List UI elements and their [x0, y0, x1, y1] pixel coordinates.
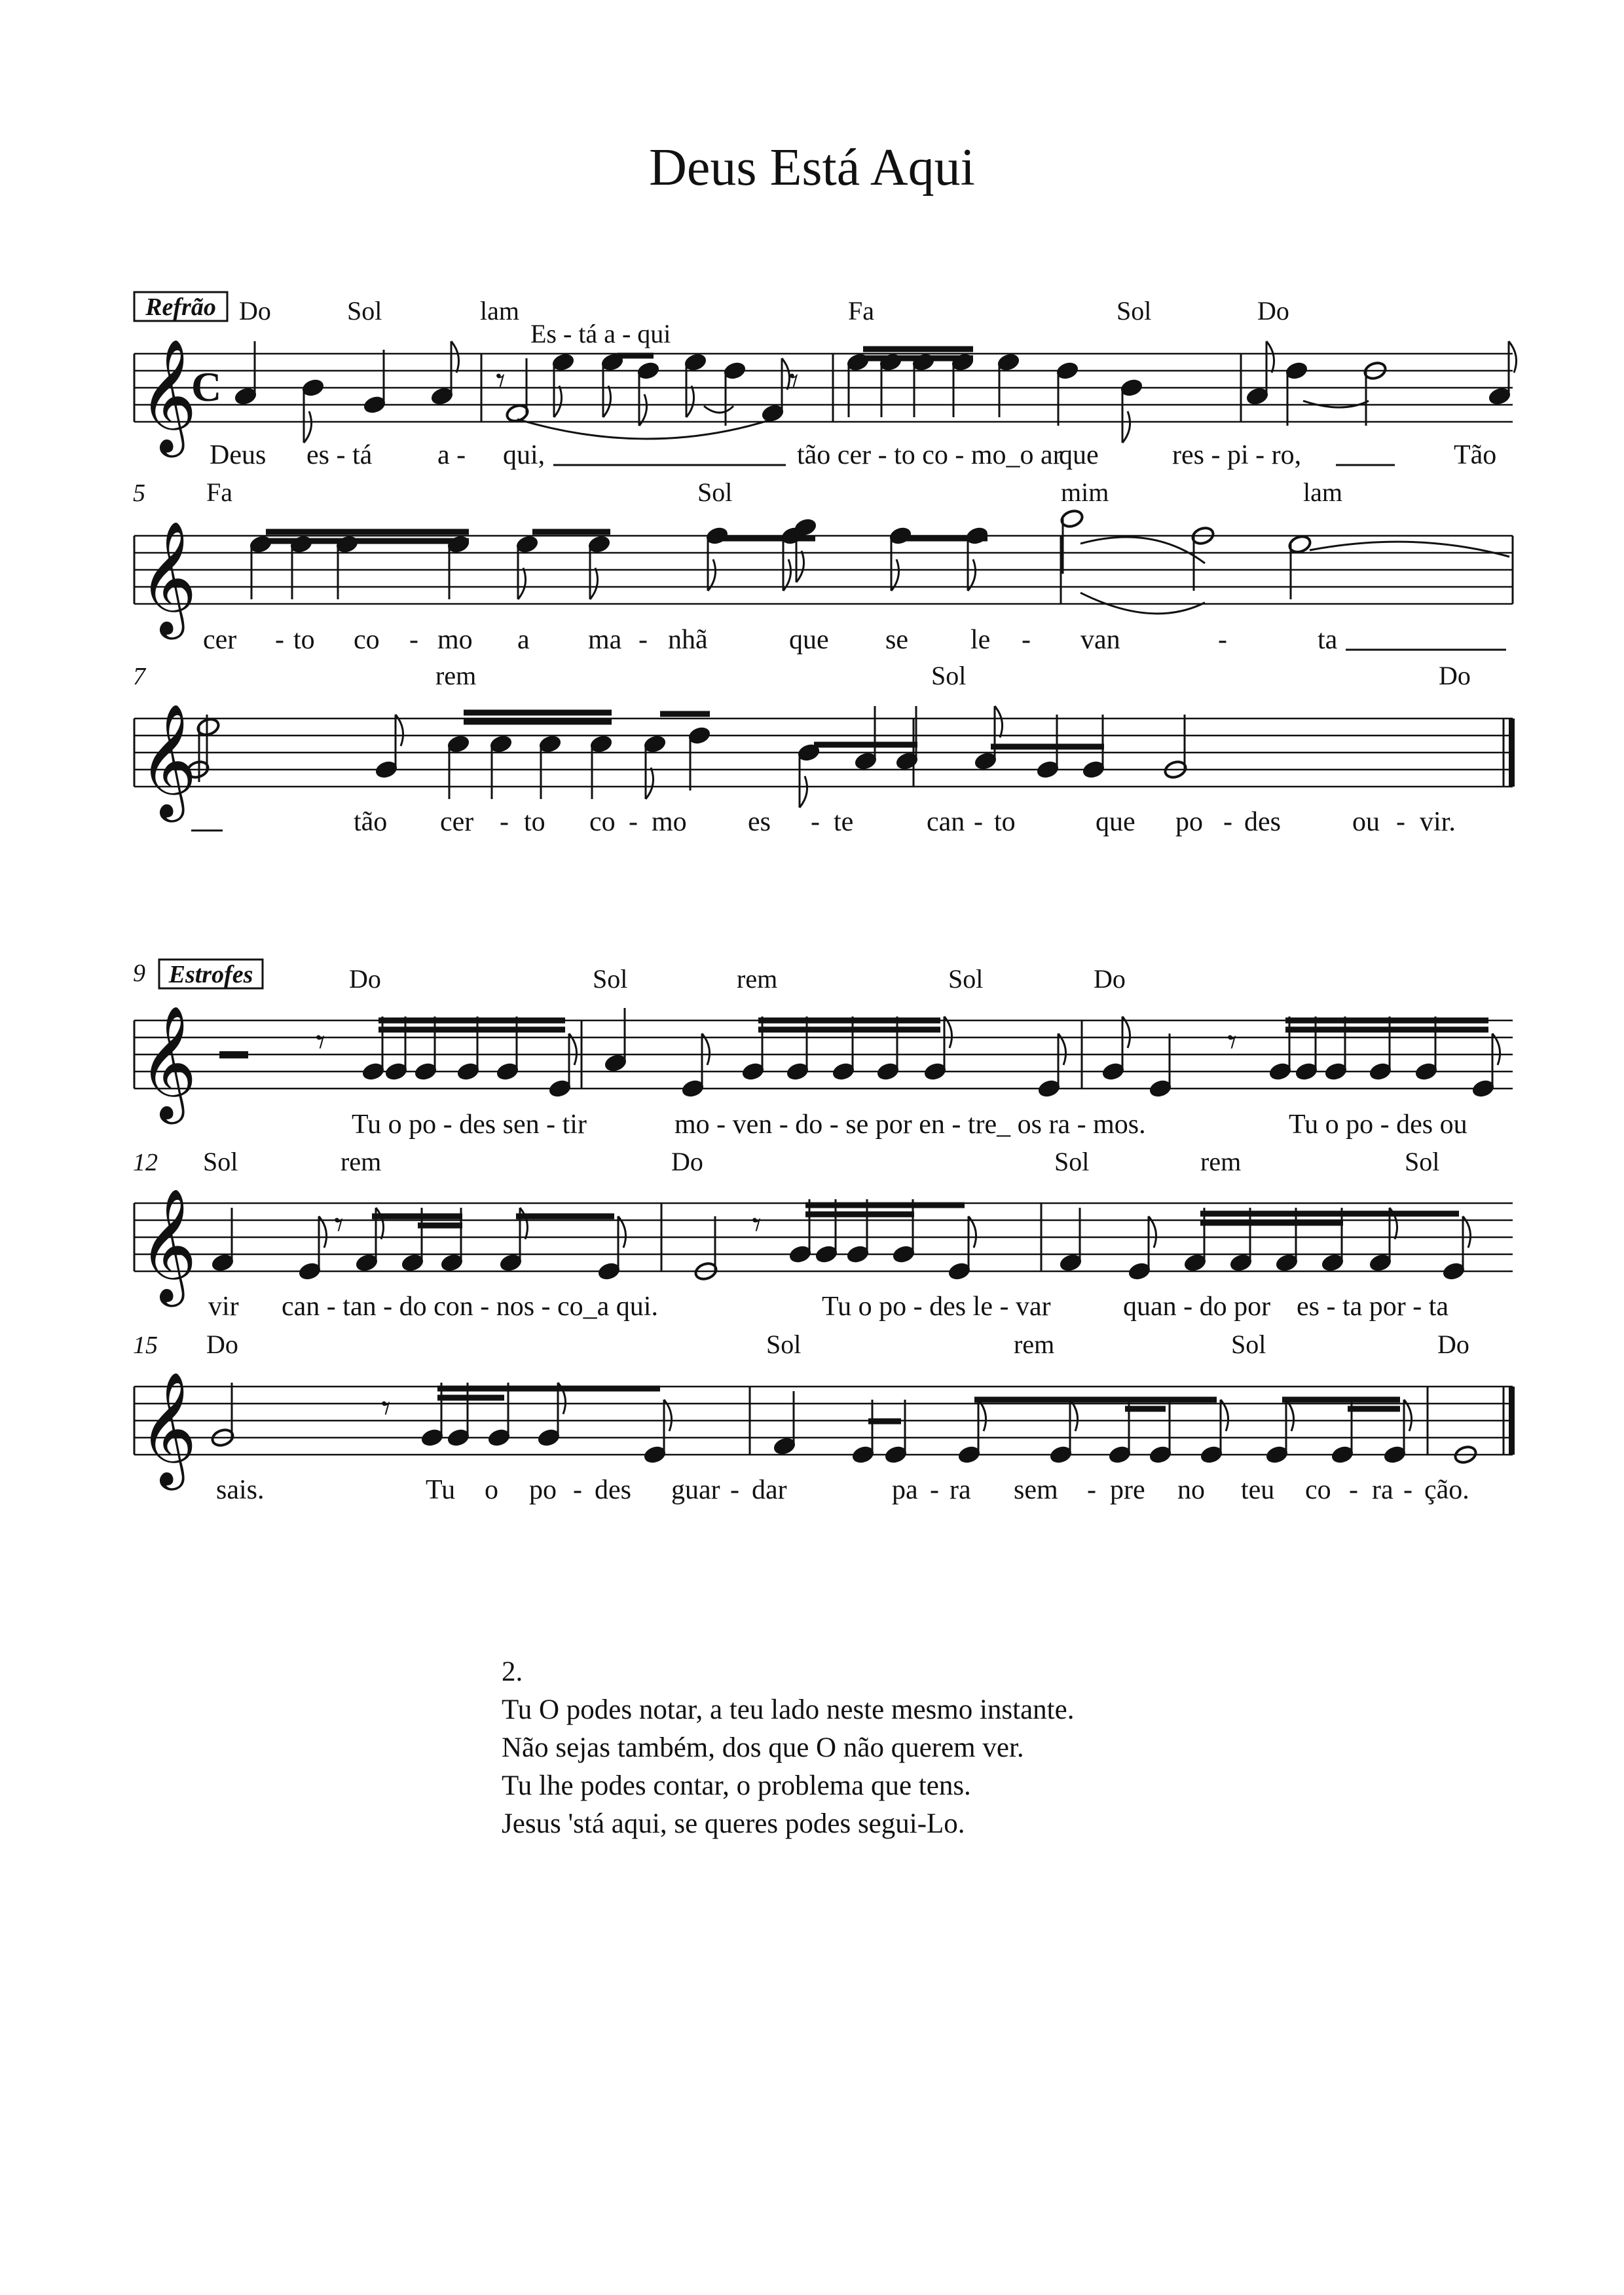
lyric-syllable: mo [652, 807, 687, 837]
lyric-syllable: cer [440, 807, 474, 837]
lyric-syllable: - [629, 807, 638, 837]
lyric-syllable: van [1080, 625, 1120, 655]
treble-clef: 𝄞 [139, 1009, 197, 1117]
lyric-syllable: po [529, 1475, 557, 1505]
lyric-syllable: te [834, 807, 854, 837]
measure-number: 15 [133, 1332, 158, 1359]
verse-line: Jesus 'stá aqui, se queres podes segui-Lo. [502, 1808, 965, 1839]
system-2 [133, 477, 1513, 655]
notes [248, 508, 1312, 599]
svg-text:𝄾: 𝄾 [381, 1389, 391, 1429]
note-flag [995, 706, 1003, 737]
chord-symbol: Sol [948, 964, 984, 994]
treble-clef: 𝄞 [139, 342, 197, 451]
lyric-line: Tu o po - des ou [1289, 1110, 1467, 1140]
time-signature: C [191, 364, 222, 410]
lyric-line: mo - ven - do - se por en - tre_ os ra - mos. [674, 1110, 1146, 1140]
lyric-line: quan - do por [1123, 1292, 1271, 1322]
lyric-syllable: ta [1318, 625, 1338, 655]
note-flag [782, 358, 790, 390]
note-flag [796, 551, 804, 582]
chord-symbol: Fa [848, 296, 874, 326]
rests [219, 1022, 1237, 1063]
svg-text:𝄾: 𝄾 [316, 1022, 325, 1063]
upper-voice-lyrics: Es - tá a - qui [530, 319, 671, 348]
chord-symbol: rem [341, 1147, 382, 1176]
lyric-syllable: Tão [1454, 440, 1497, 470]
svg-text:𝄾: 𝄾 [334, 1205, 344, 1246]
lyrics-row [203, 625, 1338, 655]
chord-symbol: Sol [931, 661, 967, 690]
chord-symbol: Do [1439, 661, 1471, 690]
lyric-syllable: - [1349, 1475, 1358, 1505]
lyric-syllable: - [1396, 807, 1405, 837]
lyric-syllable: - [275, 625, 284, 655]
lyric-syllable: se [885, 625, 908, 655]
chord-symbol: Do [206, 1330, 238, 1359]
note-flag [1509, 341, 1517, 373]
system-5 [133, 1147, 1513, 1322]
chord-symbol: rem [435, 661, 477, 690]
system-6 [133, 1330, 1515, 1505]
lyric-syllable: pre [1110, 1475, 1145, 1505]
note-flag [520, 1208, 528, 1239]
lyric-syllable: des [595, 1475, 631, 1505]
chord-symbol: mim [1061, 477, 1109, 507]
beams [437, 1389, 1400, 1421]
lyric-syllable: - [1403, 1475, 1412, 1505]
lyric-syllable: teu [1241, 1475, 1275, 1505]
chord-symbol: rem [1200, 1147, 1242, 1176]
chord-symbol: lam [480, 296, 519, 326]
note-flag [800, 776, 807, 808]
chord-symbol: rem [737, 964, 778, 994]
treble-clef: 𝄞 [139, 707, 197, 815]
note-flag [518, 568, 526, 599]
lyric-syllable: Deus [210, 440, 267, 470]
measure-number: 7 [133, 663, 145, 690]
chord-symbol: Do [239, 296, 271, 326]
chord-symbol: Do [671, 1147, 703, 1176]
final-bar-thick [1509, 1387, 1515, 1455]
lyric-syllable: des [1244, 807, 1281, 837]
lyric-syllable: co [1305, 1475, 1331, 1505]
lyric-syllable: sais. [216, 1475, 265, 1505]
lyric-syllable: ção. [1424, 1475, 1469, 1505]
lyric-syllable: dar [752, 1475, 787, 1505]
lyric-syllable: to [994, 807, 1016, 837]
tie [704, 406, 733, 413]
staff [134, 718, 1515, 787]
lyric-syllable: que [1059, 440, 1099, 470]
lyric-syllable: - [1218, 625, 1227, 655]
final-bar-thick [1509, 718, 1515, 787]
staff [134, 354, 1513, 422]
lyric-syllable: no [1177, 1475, 1205, 1505]
lyric-syllable: a - [437, 440, 466, 470]
lyric-syllable: o [485, 1475, 498, 1505]
lyric-syllable: sem [1014, 1475, 1058, 1505]
verses-label: Estrofes [168, 961, 253, 988]
note-flag [304, 411, 312, 443]
lyric-syllable: a [517, 625, 530, 655]
chord-symbol: Do [349, 964, 381, 994]
verse-line: Não sejas também, dos que O não querem ver. [502, 1732, 1024, 1763]
lyric-syllable: - [930, 1475, 939, 1505]
lyric-syllable: pa [892, 1475, 918, 1505]
chord-symbol: Sol [697, 477, 733, 507]
lyric-syllable: ou [1352, 807, 1380, 837]
treble-clef: 𝄞 [139, 524, 197, 633]
rests [334, 1205, 762, 1246]
system-3 [133, 661, 1515, 837]
lyric-syllable: ma [588, 625, 622, 655]
lyric-syllable: es [748, 807, 771, 837]
rests [381, 1389, 391, 1429]
lyric-syllable: Tu [426, 1475, 456, 1505]
measure-number: 5 [133, 479, 145, 507]
lyric-syllable: - [573, 1475, 582, 1505]
lyric-syllable: cer [203, 625, 237, 655]
treble-clef: 𝄞 [139, 1375, 197, 1483]
tie [1310, 542, 1509, 557]
beams [378, 1020, 1488, 1030]
svg-text:𝄾: 𝄾 [789, 361, 799, 401]
chord-symbol: Sol [593, 964, 628, 994]
lyric-syllable: ra [1372, 1475, 1393, 1505]
lyric-syllable: ra [950, 1475, 971, 1505]
note-flag [1266, 341, 1274, 373]
note-flag [376, 1208, 384, 1239]
lyric-syllable: qui, [503, 440, 545, 470]
chord-symbol: Fa [206, 477, 232, 507]
chord-symbol: Sol [1116, 296, 1152, 326]
lyric-syllable: - [730, 1475, 739, 1505]
lyric-syllable: - [811, 807, 820, 837]
note-flag [451, 341, 459, 373]
lyric-syllable: co [589, 807, 616, 837]
lyric-syllable: mo [437, 625, 473, 655]
note-flag [646, 768, 654, 799]
chord-symbol: Sol [1405, 1147, 1440, 1176]
lyric-syllable: - [409, 625, 418, 655]
note-flag [554, 386, 562, 417]
verse-line: Tu lhe podes contar, o problema que tens. [502, 1770, 971, 1801]
notes [210, 1383, 1478, 1465]
note-flag [590, 568, 598, 599]
chord-symbol: Sol [347, 296, 382, 326]
lyric-syllable: - [1087, 1475, 1096, 1505]
lyric-syllable: le [970, 625, 991, 655]
chord-symbol: Sol [203, 1147, 238, 1176]
lyric-syllable: tão [354, 807, 388, 837]
lyric-syllable: nhã [668, 625, 708, 655]
lyric-syllable: guar [671, 1475, 720, 1505]
lyric-line: es - ta por - ta [1297, 1292, 1449, 1322]
chord-symbol: Do [1257, 296, 1289, 326]
lyric-syllable: - [500, 807, 509, 837]
lyric-syllable: - [1223, 807, 1232, 837]
svg-text:𝄾: 𝄾 [1227, 1022, 1237, 1063]
tie [1080, 537, 1205, 563]
refrain-label: Refrão [145, 293, 216, 321]
chord-symbol: Do [1094, 964, 1126, 994]
treble-clef: 𝄞 [139, 1191, 197, 1300]
verse-2 [502, 1653, 1287, 1843]
lyric-syllable: tão cer - to co - mo_o ar [797, 440, 1062, 470]
chord-symbol: Sol [766, 1330, 802, 1359]
lyric-syllable: can [927, 807, 965, 837]
song-title: Deus Está Aqui [649, 139, 975, 196]
system-4 [133, 960, 1513, 1140]
svg-text:𝄾: 𝄾 [496, 361, 506, 401]
system-1 [134, 292, 1517, 470]
chord-symbol: lam [1303, 477, 1342, 507]
chord-symbol: Sol [1231, 1330, 1266, 1359]
measure-number: 9 [133, 960, 145, 987]
note-flag [686, 386, 694, 417]
notes [185, 706, 1188, 808]
verse-line: Tu O podes notar, a teu lado neste mesmo instante. [502, 1694, 1075, 1725]
chord-symbol: Sol [1054, 1147, 1090, 1176]
lyric-syllable: - [974, 807, 983, 837]
lyric-line: can - tan - do con - nos - co_a qui. [282, 1292, 658, 1322]
note-flag [1122, 411, 1130, 443]
lyric-syllable: que [789, 625, 829, 655]
lyric-syllable: - [638, 625, 648, 655]
chord-symbol: Do [1437, 1330, 1469, 1359]
lyric-syllable: res - pi - ro, [1172, 440, 1302, 470]
lyric-syllable: que [1096, 807, 1135, 837]
lyric-line: Tu o po - des sen - tir [352, 1110, 587, 1140]
measure-number: 12 [133, 1149, 158, 1176]
lyric-line: Tu o po - des le - var [822, 1292, 1051, 1322]
lyric-syllable: - [1022, 625, 1031, 655]
svg-text:𝄾: 𝄾 [752, 1205, 762, 1246]
lyric-syllable: to [524, 807, 545, 837]
lyric-syllable: to [293, 625, 315, 655]
lyric-line: vir [208, 1292, 239, 1322]
chord-symbol: rem [1014, 1330, 1055, 1359]
lyric-syllable: vir. [1420, 807, 1456, 837]
note-flag [603, 386, 611, 417]
verse-number: 2. [502, 1656, 523, 1687]
lyric-syllable: co [354, 625, 380, 655]
lyric-syllable: es - tá [306, 440, 373, 470]
lyric-syllable: po [1175, 807, 1203, 837]
